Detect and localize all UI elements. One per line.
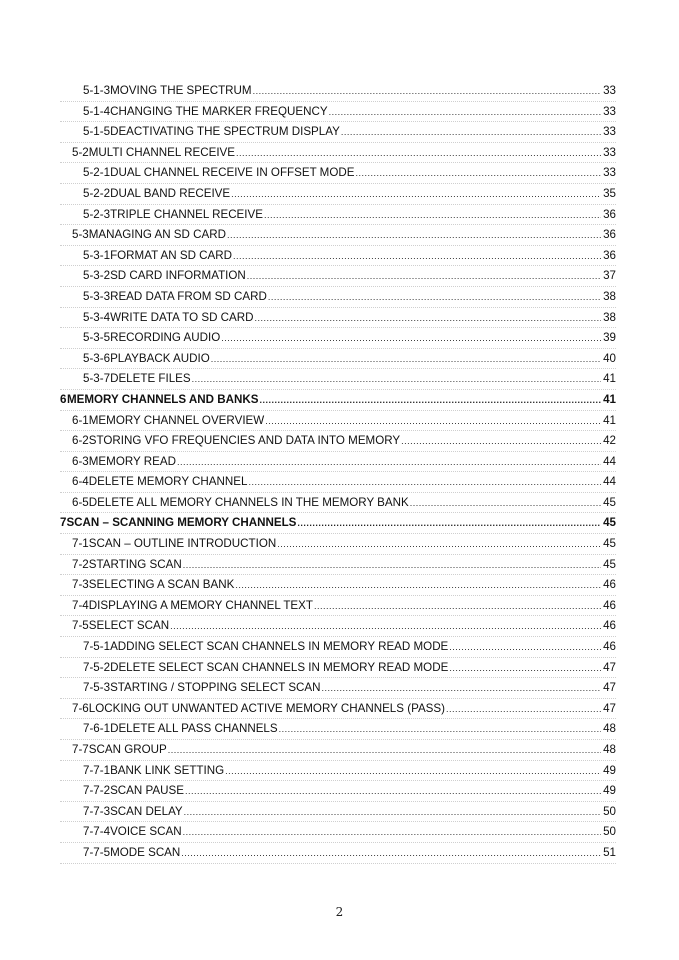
dot-leader: [265, 411, 601, 432]
toc-entry[interactable]: [60, 555, 616, 576]
dot-leader: [401, 431, 601, 452]
toc-entry-number: 5-1-5: [83, 125, 111, 139]
toc-entry-title: TRIPLE CHANNEL RECEIVE: [110, 207, 263, 221]
toc-entry[interactable]: [60, 390, 616, 411]
toc-entry[interactable]: [60, 266, 616, 287]
dot-leader: [279, 719, 601, 740]
toc-entry-page: 45: [603, 557, 616, 571]
toc-entry-title: DELETE ALL MEMORY CHANNELS IN THE MEMORY BANK: [88, 495, 409, 509]
toc-entry[interactable]: [60, 246, 616, 267]
toc-entry-number: 6-2: [72, 434, 89, 448]
toc-entry-page: 49: [603, 784, 616, 798]
dot-leader: [185, 781, 601, 802]
toc-entry-page: 33: [603, 125, 616, 139]
toc-entry-number: 7-7-3: [83, 804, 111, 818]
dot-leader: [235, 575, 601, 596]
toc-entry-number: 5-3-2: [83, 269, 111, 283]
toc-entry-number: 5-2-3: [83, 207, 111, 221]
toc-entry-title: VOICE SCAN: [110, 825, 182, 839]
dot-leader: [236, 143, 601, 164]
toc-entry-number: 7-5: [72, 619, 89, 633]
toc-entry[interactable]: [60, 143, 616, 164]
dot-leader: [183, 822, 601, 843]
toc-entry-page: 45: [603, 516, 616, 530]
toc-entry-number: 6-4: [72, 475, 89, 489]
dot-leader: [253, 81, 601, 102]
toc-entry-page: 33: [603, 84, 616, 97]
toc-entry[interactable]: [60, 637, 616, 658]
toc-entry-number: 7-4: [72, 598, 89, 612]
toc-entry-number: 7-5-1: [83, 640, 111, 654]
toc-entry-page: 47: [603, 701, 616, 715]
toc-entry-page: 46: [603, 578, 616, 592]
toc-entry-page: 49: [603, 763, 616, 777]
toc-entry-page: 38: [603, 289, 616, 303]
toc-entry-title: DUAL BAND RECEIVE: [110, 186, 231, 200]
toc-entry-title: DELETE FILES: [110, 372, 191, 386]
toc-entry-page: 48: [603, 722, 616, 736]
toc-entry-number: 5-1-4: [83, 104, 111, 118]
toc-entry-title: ADDING SELECT SCAN CHANNELS IN MEMORY READ MODE: [110, 640, 449, 654]
dot-leader: [259, 390, 601, 411]
toc-entry-title: CHANGING THE MARKER FREQUENCY: [110, 104, 328, 118]
dot-leader: [449, 658, 601, 679]
dot-leader: [168, 740, 601, 761]
toc-entry[interactable]: [60, 411, 616, 432]
toc-entry-number: 6-5: [72, 495, 89, 509]
toc-entry-page: 48: [603, 743, 616, 756]
dot-leader: [248, 472, 601, 493]
toc-entry-title: MEMORY READ: [88, 454, 176, 468]
toc-entry[interactable]: [60, 369, 616, 390]
table-of-contents: [60, 81, 616, 864]
toc-entry-number: 6-3: [72, 454, 89, 468]
toc-entry-title: SELECT SCAN: [88, 619, 170, 633]
toc-entry[interactable]: [60, 843, 616, 864]
toc-entry-page: 46: [603, 640, 616, 654]
toc-entry-number: 5-1-3: [83, 84, 111, 97]
toc-entry[interactable]: [60, 740, 616, 761]
toc-entry-title: MEMORY CHANNEL OVERVIEW: [88, 413, 265, 427]
dot-leader: [264, 205, 601, 226]
toc-entry-number: 7-7-4: [83, 825, 111, 839]
row-divider: [60, 863, 616, 864]
dot-leader: [192, 369, 601, 390]
toc-entry-title: WRITE DATA TO SD CARD: [110, 310, 254, 324]
toc-entry-page: 44: [603, 475, 616, 489]
toc-entry-page: 33: [603, 145, 616, 159]
toc-entry-title: SELECTING A SCAN BANK: [88, 578, 235, 592]
toc-entry-number: 5-3-6: [83, 351, 111, 365]
toc-entry-number: 5-3: [72, 228, 89, 242]
dot-leader: [227, 225, 601, 246]
toc-entry[interactable]: [60, 472, 616, 493]
toc-entry-number: 5-2-1: [83, 166, 111, 180]
dot-leader: [170, 616, 601, 637]
toc-entry-title: SCAN GROUP: [88, 743, 167, 756]
toc-entry-page: 35: [603, 186, 616, 200]
toc-entry-title: SCAN – OUTLINE INTRODUCTION: [88, 537, 277, 551]
dot-leader: [355, 163, 601, 184]
toc-entry-title: STARTING / STOPPING SELECT SCAN: [110, 681, 321, 695]
toc-entry-number: 7-5-3: [83, 681, 111, 695]
toc-entry-page: 38: [603, 310, 616, 324]
toc-entry-number: 7: [60, 516, 67, 530]
toc-entry[interactable]: [60, 658, 616, 679]
toc-entry-title: DELETE ALL PASS CHANNELS: [110, 722, 278, 736]
toc-entry[interactable]: [60, 616, 616, 637]
toc-entry-page: 51: [603, 845, 616, 859]
toc-entry-page: 37: [603, 269, 616, 283]
toc-entry[interactable]: [60, 534, 616, 555]
toc-entry-number: 5-3-1: [83, 248, 111, 262]
toc-entry[interactable]: [60, 822, 616, 843]
dot-leader: [341, 122, 601, 143]
toc-entry-number: 6-1: [72, 413, 89, 427]
toc-entry[interactable]: [60, 596, 616, 617]
toc-entry[interactable]: [60, 761, 616, 782]
toc-entry-number: 7-2: [72, 557, 89, 571]
toc-entry-page: 45: [603, 495, 616, 509]
dot-leader: [225, 761, 601, 782]
toc-entry-page: 47: [603, 660, 616, 674]
toc-entry[interactable]: [60, 225, 616, 246]
toc-entry-page: 36: [603, 207, 616, 221]
toc-entry-page: 41: [603, 392, 616, 406]
dot-leader: [322, 678, 601, 699]
toc-entry[interactable]: [60, 205, 616, 226]
toc-entry-page: 36: [603, 248, 616, 262]
toc-entry-title: DISPLAYING A MEMORY CHANNEL TEXT: [88, 598, 313, 612]
toc-entry[interactable]: [60, 122, 616, 143]
toc-entry-page: 36: [603, 228, 616, 242]
toc-entry[interactable]: [60, 328, 616, 349]
toc-entry-page: 39: [603, 331, 616, 345]
toc-entry-number: 5-3-4: [83, 310, 111, 324]
toc-entry-page: 50: [603, 825, 616, 839]
toc-entry-number: 7-6: [72, 701, 89, 715]
toc-entry[interactable]: [60, 513, 616, 534]
toc-entry-number: 7-3: [72, 578, 89, 592]
toc-entry-page: 41: [603, 372, 616, 386]
toc-entry-title: SCAN – SCANNING MEMORY CHANNELS: [66, 516, 297, 530]
toc-entry-title: DELETE SELECT SCAN CHANNELS IN MEMORY READ MODE: [110, 660, 449, 674]
dot-leader: [297, 513, 601, 534]
toc-entry-page: 41: [603, 413, 616, 427]
toc-entry[interactable]: [60, 287, 616, 308]
dot-leader: [221, 328, 601, 349]
toc-entry[interactable]: [60, 184, 616, 205]
toc-entry[interactable]: [60, 102, 616, 123]
toc-entry-number: 5-3-3: [83, 289, 111, 303]
toc-entry-title: SD CARD INFORMATION: [110, 269, 246, 283]
dot-leader: [410, 493, 601, 514]
dot-leader: [181, 843, 601, 864]
toc-entry-title: MANAGING AN SD CARD: [88, 228, 226, 242]
dot-leader: [255, 308, 601, 329]
toc-entry[interactable]: [60, 678, 616, 699]
toc-entry-number: 5-2: [72, 145, 89, 159]
dot-leader: [449, 637, 601, 658]
toc-entry-title: STORING VFO FREQUENCIES AND DATA INTO MEMORY: [88, 434, 401, 448]
dot-leader: [233, 246, 601, 267]
toc-entry-title: FORMAT AN SD CARD: [110, 248, 233, 262]
toc-entry[interactable]: [60, 163, 616, 184]
toc-entry-title: PLAYBACK AUDIO: [110, 351, 210, 365]
toc-entry[interactable]: [60, 431, 616, 452]
toc-entry-number: 7-5-2: [83, 660, 111, 674]
dot-leader: [177, 452, 601, 473]
toc-entry[interactable]: [60, 699, 616, 720]
toc-entry-title: DEACTIVATING THE SPECTRUM DISPLAY: [110, 125, 340, 139]
toc-entry-page: 42: [603, 434, 616, 448]
toc-entry[interactable]: [60, 781, 616, 802]
dot-leader: [211, 349, 601, 370]
dot-leader: [329, 102, 601, 123]
toc-entry-title: DELETE MEMORY CHANNEL: [88, 475, 248, 489]
page-number: 2: [335, 905, 344, 919]
toc-entry[interactable]: [60, 308, 616, 329]
toc-entry-page: 46: [603, 598, 616, 612]
toc-entry-page: 46: [603, 619, 616, 633]
toc-entry-page: 33: [603, 166, 616, 180]
toc-entry-title: DUAL CHANNEL RECEIVE IN OFFSET MODE: [110, 166, 355, 180]
toc-entry-title: RECORDING AUDIO: [110, 331, 221, 345]
dot-leader: [247, 266, 601, 287]
toc-entry[interactable]: [60, 81, 616, 102]
toc-entry-number: 5-3-5: [83, 331, 111, 345]
dot-leader: [184, 802, 601, 823]
toc-entry-number: 7-6-1: [83, 722, 111, 736]
toc-entry-title: SCAN PAUSE: [110, 784, 184, 798]
toc-entry-page: 50: [603, 804, 616, 818]
toc-entry-page: 33: [603, 104, 616, 118]
toc-entry-number: 7-7-5: [83, 845, 111, 859]
dot-leader: [277, 534, 601, 555]
toc-entry-title: MODE SCAN: [110, 845, 181, 859]
toc-entry-title: STARTING SCAN: [88, 557, 182, 571]
toc-entry[interactable]: [60, 802, 616, 823]
toc-entry-number: 5-3-7: [83, 372, 111, 386]
toc-entry-title: MULTI CHANNEL RECEIVE: [88, 145, 236, 159]
toc-entry[interactable]: [60, 349, 616, 370]
toc-entry-number: 7-7: [72, 743, 89, 756]
toc-entry[interactable]: [60, 719, 616, 740]
toc-entry-number: 7-1: [72, 537, 89, 551]
toc-entry-title: BANK LINK SETTING: [110, 763, 225, 777]
dot-leader: [268, 287, 601, 308]
toc-entry-page: 45: [603, 537, 616, 551]
toc-entry-title: SCAN DELAY: [110, 804, 183, 818]
dot-leader: [231, 184, 601, 205]
dot-leader: [446, 699, 601, 720]
toc-entry-number: 7-7-1: [83, 763, 111, 777]
toc-entry[interactable]: [60, 575, 616, 596]
toc-entry-title: LOCKING OUT UNWANTED ACTIVE MEMORY CHANNELS (PASS): [88, 701, 446, 715]
toc-entry-page: 44: [603, 454, 616, 468]
toc-entry-page: 40: [603, 351, 616, 365]
toc-entry[interactable]: [60, 452, 616, 473]
toc-entry-number: 7-7-2: [83, 784, 111, 798]
toc-entry-page: 47: [603, 681, 616, 695]
toc-entry-number: 5-2-2: [83, 186, 111, 200]
dot-leader: [183, 555, 601, 576]
toc-entry-title: MOVING THE SPECTRUM: [110, 84, 252, 97]
toc-entry-number: 6: [60, 392, 67, 406]
toc-entry[interactable]: [60, 493, 616, 514]
toc-entry-title: READ DATA FROM SD CARD: [110, 289, 267, 303]
toc-entry-title: MEMORY CHANNELS AND BANKS: [66, 392, 259, 406]
dot-leader: [314, 596, 601, 617]
